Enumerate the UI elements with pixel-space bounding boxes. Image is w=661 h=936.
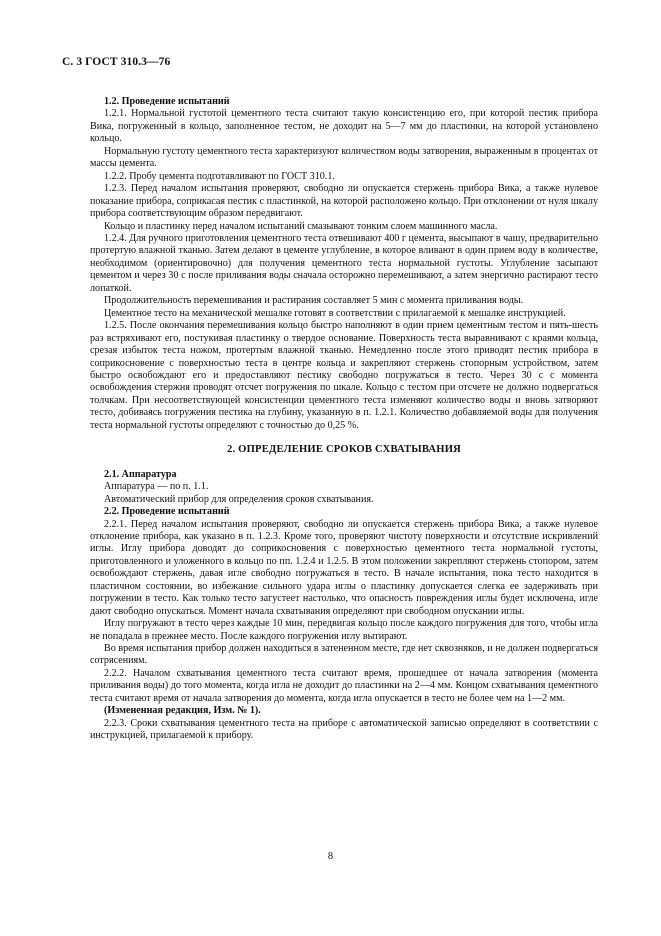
paragraph-1-2-3: 1.2.3. Перед началом испытания проверяют, свободно ли опускается стержень прибора Вика, а также нулевое показание прибора, соприкасая пестик с пластинкой, на которой расположено кольцо. При отклонении от нуля шкалу прибора соответствующим образом передвигают. [90,183,598,220]
body-text [90,96,598,743]
section-title-2: 2. ОПРЕДЕЛЕНИЕ СРОКОВ СХВАТЫВАНИЯ [226,444,462,456]
paragraph-mixing-duration: Продолжительность перемешивания и растирания составляет 5 мин с момента приливания воды. [104,295,524,307]
paragraph-1-2-1: 1.2.1. Нормальной густотой цементного теста считают такую консистенцию его, при которой пестик прибора Вика, погруженный в кольцо, заполненное тестом, не доходит на 5—7 мм до пластинки, на которой установлено кольцо. [90,108,598,145]
paragraph-2-2-2: 2.2.2. Началом схватывания цементного теста считают время, прошедшее от начала затворения (момента приливания воды) до того момента, когда игла не доходит до пластинки на 2—4 мм. Концом схватывания цементного теста считают время от начала затворения до момента, когда игла опускается в тесто не более чем на 1—2 мм. [90,667,598,704]
section-heading-2-2: 2.2. Проведение испытаний [104,506,230,518]
paragraph-1-2-4: 1.2.4. Для ручного приготовления цементного теста отвешивают 400 г цемента, высыпают в чашу, предварительно протертую влажной тканью. Затем делают в цементе углубление, в которое вливают в один прием воду в количестве, необходимом (ориентировочно) для получения цементного теста нормальной густоты. Углубление засыпают цементом и через 30 с после приливания воды сначала осторожно перемешивают, а затем энергично растирают тесто лопаткой. [90,232,598,294]
paragraph-2-2-1: 2.2.1. Перед началом испытания проверяют, свободно ли опускается стержень прибора Вика, а также нулевое отклонение прибора, как указано в п. 1.2.3. Кроме того, проверяют чистоту поверхности и отсутствие искривлений иглы. Иглу прибора доводят до соприкосновения с поверхностью цементного теста нормальной густоты, приготовленного и уложенного в кольцо по пп. 1.2.4 и 1.2.5. В этом положении закрепляют стержень стопором, затем освобождают стержень, давая игле свободно погружаться в тесто. В начале испытания, пока тесто находится в пластичном состоянии, во избежание сильного удара иглы о пластинку допускается слегка ее задерживать при погружении в тесто. Как только тесто загустеет настолько, что опасность повреждения иглы будет исключена, игле дают свободно опускаться. Момент начала схватывания определяют при свободном опускании иглы. [90,518,598,617]
paragraph-1-2-2: 1.2.2. Пробу цемента подготавливают по ГОСТ 310.1. [104,170,335,182]
paragraph-apparatus: Аппаратура — по п. 1.1. [104,481,209,493]
paragraph-mechanical-mixer: Цементное тесто на механической мешалке готовят в соответствии с прилагаемой к мешалке инструкцией. [104,307,566,319]
amendment-note: (Измененная редакция, Изм. № 1). [104,705,261,717]
paragraph-ring-oil: Кольцо и пластинку перед началом испытаний смазывают тонким слоем машинного масла. [104,220,498,232]
page-number: 8 [327,851,334,862]
running-head: С. 3 ГОСТ 310.3—76 [62,56,171,68]
section-heading-2-1: 2.1. Аппаратура [104,468,177,480]
paragraph-automatic-device: Автоматический прибор для определения сроков схватывания. [104,493,374,505]
section-heading-1-2: 1.2. Проведение испытаний [104,96,230,107]
paragraph-normal-consistency: Нормальную густоту цементного теста характеризуют количеством воды затворения, выраженным в процентах от массы цемента. [90,145,598,170]
paragraph-shaded-place: Во время испытания прибор должен находиться в затененном месте, где нет сквозняков, и не должен подвергаться сотрясениям. [90,643,598,667]
paragraph-1-2-5: 1.2.5. После окончания перемешивания кольцо быстро наполняют в один прием цементным тестом и пять-шесть раз встряхивают его, постукивая пластинку о твердое основание. Поверхность теста выравнивают с краями кольца, срезая избыток теста ножом, протертым влажной тканью. Немедленно после этого приводят пестик прибора в соприкосновение с поверхностью теста в центре кольца и закрепляют стержень стопорным устройством, затем быстро освобождают его и предоставляют пестику свободно погружаться в тесто. Через 30 с с момента освобождения стержня проводят отсчет погружения по шкале. Кольцо с тестом при отсчете не должно подвергаться толчкам. При несоответствующей консистенции цементного теста изменяют количество воды и вновь затворяют тесто, добиваясь погружения пестика на глубину, указанную в п. 1.2.1. Количество добавляемой воды для получения теста нормальной густоты определяют с точностью до 0,25 %. [90,320,598,431]
paragraph-2-2-3: 2.2.3. Сроки схватывания цементного теста на приборе с автоматической записью определяют в соответствии с инструкцией, прилагаемой к прибору. [90,717,598,742]
paragraph-needle-interval: Иглу погружают в тесто через каждые 10 мин, передвигая кольцо после каждого погружения для того, чтобы игла не попадала в прежнее место. После каждого погружения иглу вытирают. [90,618,598,642]
